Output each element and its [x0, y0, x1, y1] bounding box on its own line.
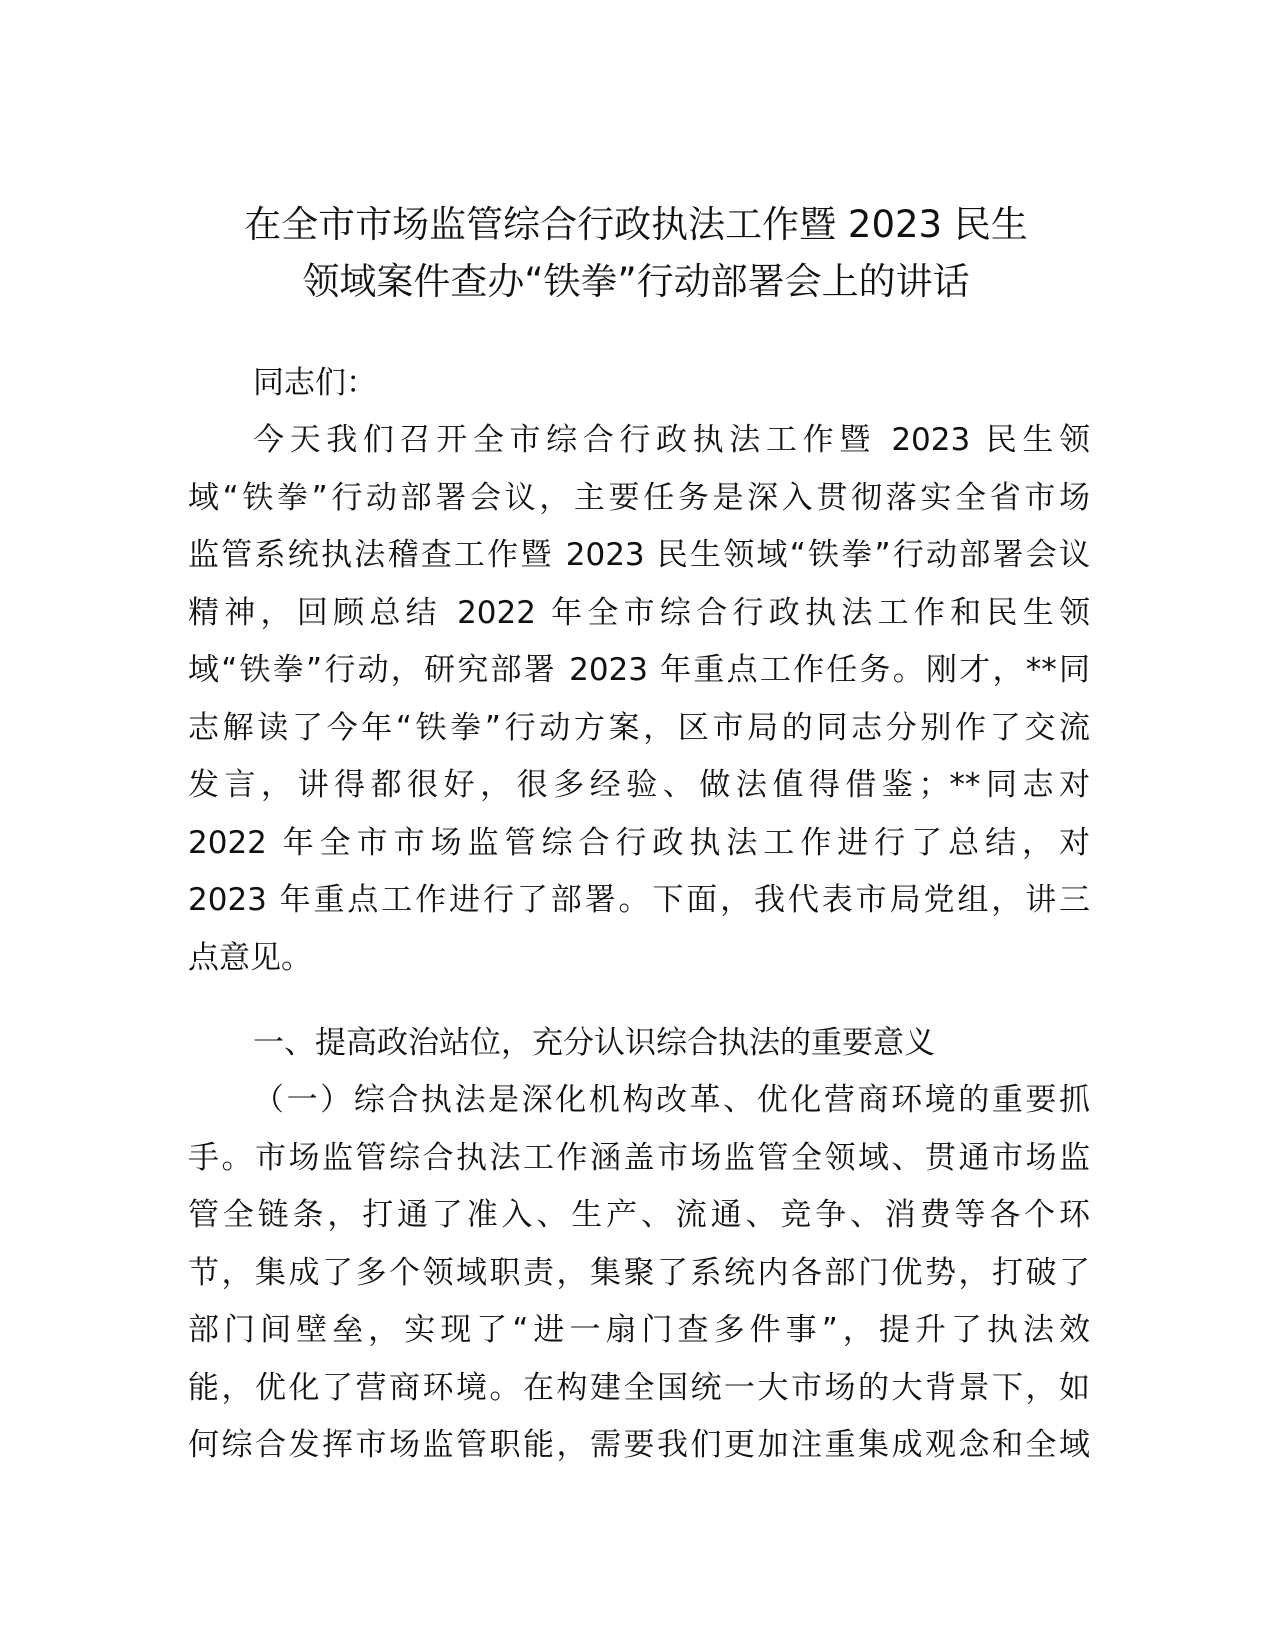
paragraph-line: 志解读了今年“铁拳”行动方案，区市局的同志分别作了交流	[188, 709, 1090, 746]
salutation: 同志们：	[253, 365, 377, 401]
paragraph-line: （一）综合执法是深化机构改革、优化营商环境的重要抓	[253, 1082, 1090, 1118]
document-title	[180, 196, 1092, 310]
paragraph-line: 域“铁拳”行动部署会议，主要任务是深入贯彻落实全省市场	[188, 479, 1090, 516]
paragraph-line: 精神，回顾总结 2022 年全市综合行政执法工作和民生领	[188, 594, 1090, 631]
paragraph-section-1	[188, 1072, 1090, 1475]
paragraph-line: 域“铁拳”行动，研究部署 2023 年重点工作任务。刚才，**同	[188, 652, 1090, 688]
paragraph-line: 2023 年重点工作进行了部署。下面，我代表市局党组，讲三	[188, 882, 1090, 918]
paragraph-line: 点意见。	[188, 939, 312, 976]
paragraph-line: 部门间壁垒，实现了“进一扇门查多件事”，提升了执法效	[188, 1312, 1090, 1348]
section-heading: 一、提高政治站位，充分认识综合执法的重要意义	[253, 1025, 935, 1061]
paragraph-line: 管全链条，打通了准入、生产、流通、竞争、消费等各个环	[188, 1197, 1090, 1233]
title-line: 在全市市场监管综合行政执法工作暨 2023 民生	[244, 203, 1028, 246]
title-line: 领域案件查办“铁拳”行动部署会上的讲话	[302, 260, 970, 303]
paragraph-line: 节，集成了多个领域职责，集聚了系统内各部门优势，打破了	[188, 1254, 1090, 1291]
paragraph-line: 监管系统执法稽查工作暨 2023 民生领域“铁拳”行动部署会议	[188, 537, 1090, 573]
paragraph-intro	[188, 412, 1090, 987]
paragraph-line: 发言，讲得都很好，很多经验、做法值得借鉴；**同志对	[188, 767, 1090, 803]
paragraph-line: 何综合发挥市场监管职能，需要我们更加注重集成观念和全域	[188, 1427, 1090, 1463]
paragraph-line: 今天我们召开全市综合行政执法工作暨 2023 民生领	[253, 422, 1090, 458]
paragraph-line: 手。市场监管综合执法工作涵盖市场监管全领域、贯通市场监	[188, 1139, 1090, 1176]
paragraph-line: 能，优化了营商环境。在构建全国统一大市场的大背景下，如	[188, 1369, 1090, 1406]
paragraph-line: 2022 年全市市场监管综合行政执法工作进行了总结，对	[188, 824, 1090, 861]
